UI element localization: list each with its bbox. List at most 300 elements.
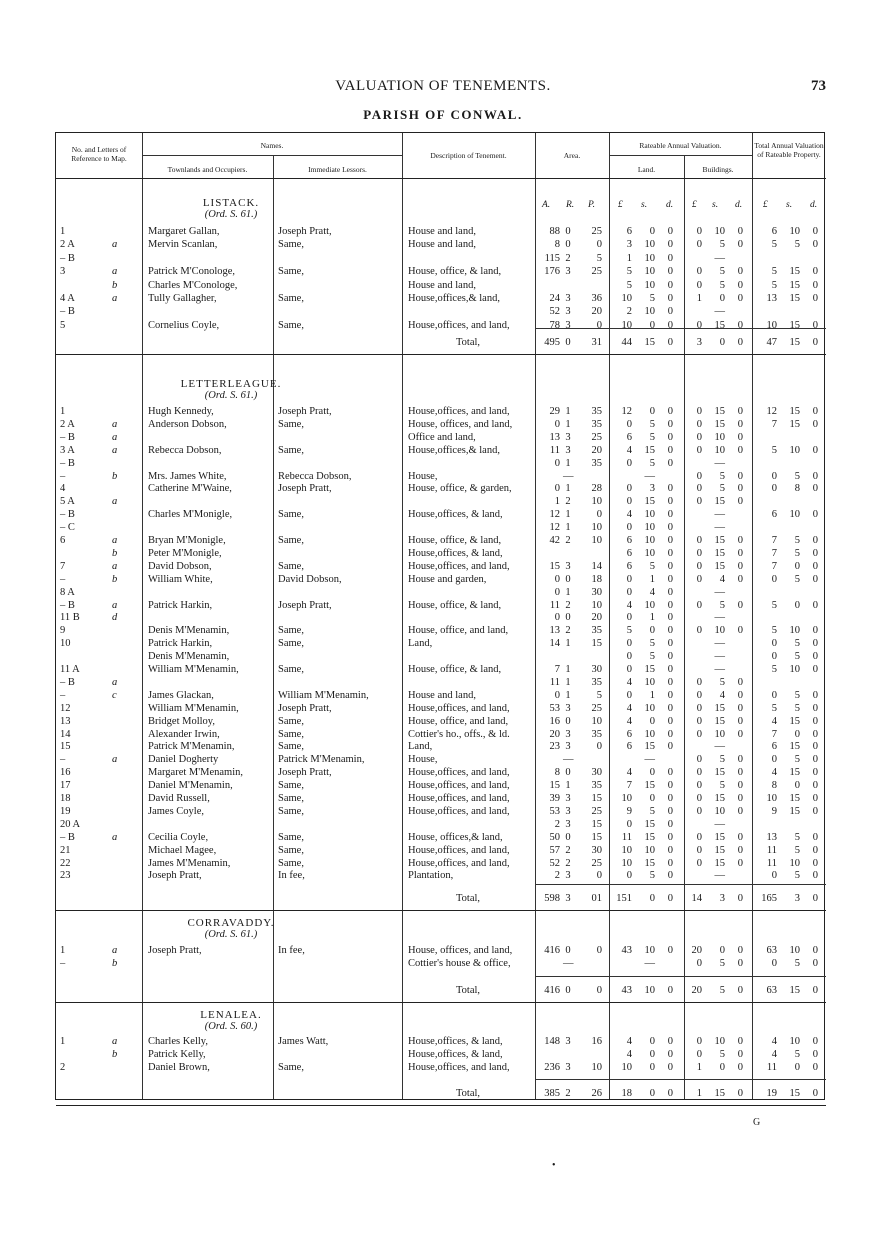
ordnance-sheet: (Ord. S. 61.) [204,929,258,940]
header-land: Land. [637,165,656,174]
cell-d1: 0 [667,496,673,508]
cell-occ: Bridget Molloy, [148,715,215,727]
cell-r: 0 [565,767,571,779]
cell-occ: Daniel Brown, [148,1062,210,1074]
cell-d3: 0 [812,793,818,804]
cell-s1: 0 [649,1062,655,1074]
cell-l1: 9 [626,805,632,817]
cell-ref: – [60,958,66,970]
table-row [56,831,826,844]
cell-ref: 1 [60,226,66,237]
cell-s3: 15 [789,805,800,817]
cell-les: Same, [278,293,304,304]
cell-s1: 1 [649,573,655,585]
cell-les: Same, [278,418,304,430]
cell-les: Joseph Pratt, [278,226,332,237]
cell-p: 25 [591,702,602,714]
cell-sub: b [112,547,118,559]
cell-l2: 0 [696,279,702,291]
cell-d2: 0 [737,805,743,817]
cell-occ: William M'Menamin, [148,702,239,714]
cell-d1: 0 [667,793,673,804]
cell-p: 10 [591,522,602,534]
cell-s3: 15 [789,767,800,779]
cell-les: Patrick M'Menamin, [278,754,365,766]
cell-a: 50 [549,831,560,843]
cell-r: 1 [565,418,571,430]
cell-s1: 10 [644,945,655,956]
cell-a: 8 [554,767,560,779]
cell-l3: 7 [771,535,777,546]
cell-d2: 0 [737,702,743,714]
unit-pence: d. [810,200,818,210]
cell-l3: 0 [771,754,777,766]
cell-desc: House, office, & garden, [408,483,512,495]
cell-a: 416 [544,945,560,956]
total-s2: 3 [719,893,725,904]
cell-d1: 0 [667,664,673,675]
cell-s3: 10 [789,945,800,956]
cell-l1: 0 [626,496,632,508]
cell-s1: 10 [644,239,655,251]
total-d2: 0 [737,1088,743,1099]
cell-s3: 5 [794,239,800,251]
cell-l1: 10 [621,857,632,869]
cell-p: 35 [591,418,602,430]
cell-p: 20 [591,612,602,624]
cell-ref: 14 [60,728,71,740]
cell-l2: 0 [696,1036,702,1047]
cell-s2: 5 [719,676,725,688]
cell-l3: 5 [771,625,777,637]
total-r: 0 [565,337,571,348]
cell-d1: 0 [667,535,673,546]
cell-d1: 0 [667,831,673,843]
cell-s1: 10 [644,252,655,264]
cell-d3: 0 [812,573,818,585]
total-label: Total, [456,337,481,348]
total-l3: 47 [766,337,777,348]
cell-d2: 0 [737,1049,743,1061]
cell-ref: 20 A [60,818,81,830]
cell-s3: 5 [794,470,800,482]
cell-l3: 7 [771,547,777,559]
header-rule [56,178,826,179]
cell-p: 25 [591,805,602,817]
cell-l2: 0 [696,470,702,482]
cell-desc: House and land, [408,226,476,237]
cell-d3: 0 [812,844,818,856]
cell-r: 0 [565,612,571,624]
cell-a: 0 [554,586,560,598]
cell-desc: House, office, & land, [408,266,502,278]
cell-s2: 10 [714,625,725,637]
cell-r: 3 [565,266,571,278]
cell-a: 8 [554,239,560,251]
cell-s2: 5 [719,754,725,766]
cell-desc: House,offices, and land, [408,767,510,779]
cell-d1: 0 [667,586,673,598]
cell-l1: 10 [621,1062,632,1074]
cell-p: 0 [596,870,602,882]
total-a: 495 [544,337,560,348]
cell-s1: 5 [649,651,655,663]
cell-les: Same, [278,664,304,675]
total-d1: 0 [667,1088,673,1099]
cell-a: 11 [549,444,560,456]
cell-s2: — [714,741,725,753]
cell-s2: 15 [714,535,725,546]
cell-s1: 10 [644,306,655,318]
cell-s2: — [714,306,725,318]
table-row [56,225,826,238]
cell-occ: Patrick Kelly, [148,1049,206,1061]
cell-p: 5 [596,252,602,264]
cell-ref: – B [60,457,75,469]
cell-d3: 0 [812,958,818,970]
cell-occ: James M'Menamin, [148,857,231,869]
cell-l2: 0 [696,676,702,688]
cell-s1: 0 [649,1049,655,1061]
cell-ref: 7 [60,560,66,572]
total-p: 0 [596,985,602,996]
total-l1: 151 [616,893,632,904]
total-l1: 43 [621,985,632,996]
table-row [56,599,826,612]
cell-s1: — [644,754,655,766]
cell-s2: 15 [714,319,725,331]
cell-a: 148 [544,1036,560,1047]
cell-r: 0 [565,831,571,843]
cell-desc: House,offices,& land, [408,444,500,456]
cell-s3: 15 [789,279,800,291]
table-row [56,1061,826,1074]
townland-heading [146,197,316,221]
total-s1: 0 [649,1088,655,1099]
cell-s3: 10 [789,664,800,675]
cell-l2: 0 [696,496,702,508]
cell-occ: Michael Magee, [148,844,217,856]
table-row [56,766,826,779]
townland-name: CORRAVADDY. [187,917,275,929]
cell-s3: 15 [789,406,800,417]
cell-occ: Daniel Dogherty [148,754,219,766]
cell-s1: 10 [644,509,655,521]
table-row [56,1048,826,1061]
cell-occ: Catherine M'Waine, [148,483,232,495]
table-row [56,470,826,483]
total-d3: 0 [812,893,818,904]
cell-d1: 0 [667,226,673,237]
table-row [56,279,826,292]
cell-occ: William M'Menamin, [148,664,239,675]
parish-title: PARISH OF CONWAL. [363,107,523,122]
cell-ref: 23 [60,870,71,882]
total-d1: 0 [667,337,673,348]
cell-d2: 0 [737,754,743,766]
cell-s1: 10 [644,522,655,534]
cell-l3: 0 [771,958,777,970]
cell-a: 13 [549,431,560,443]
cell-l3: 4 [771,1049,777,1061]
cell-l3: 4 [771,715,777,727]
cell-ref: 1 [60,945,66,956]
cell-s1: 0 [649,625,655,637]
total-d3: 0 [812,985,818,996]
cell-p: 0 [596,509,602,521]
cell-l2: 0 [696,431,702,443]
cell-l3: 7 [771,728,777,740]
cell-sub: a [112,831,118,843]
cell-s3: 10 [789,1036,800,1047]
cell-r: 3 [565,1062,571,1074]
cell-s2: 4 [719,573,725,585]
cell-les: Same, [278,715,304,727]
cell-d3: 0 [812,945,818,956]
cell-a: 0 [554,689,560,701]
cell-d1: 0 [667,715,673,727]
cell-l1: 2 [626,306,632,318]
total-label: Total, [456,893,481,904]
cell-s3: 5 [794,651,800,663]
cell-s2: 15 [714,831,725,843]
cell-r: 1 [565,586,571,598]
cell-s1: — [644,470,655,482]
cell-s2: 5 [719,780,725,792]
cell-ref: 22 [60,857,71,869]
total-d2: 0 [737,985,743,996]
unit-shillings: s. [712,200,719,210]
cell-d2: 0 [737,1036,743,1047]
cell-ref: – B [60,306,75,318]
cell-ref: – [60,470,66,482]
table-row [56,252,826,265]
cell-desc: House and garden, [408,573,487,585]
cell-s2: 15 [714,702,725,714]
cell-s2: — [714,522,725,534]
total-r: 0 [565,985,571,996]
cell-r: — [563,958,574,970]
cell-les: Same, [278,857,304,869]
total-rule [56,1105,826,1106]
cell-sub: a [112,444,118,456]
cell-s2: 4 [719,689,725,701]
cell-sub: a [112,535,118,546]
total-l3: 63 [766,985,777,996]
cell-p: 35 [591,457,602,469]
cell-d3: 0 [812,279,818,291]
total-p: 26 [591,1088,602,1099]
cell-a: 53 [549,805,560,817]
table-row [56,663,826,676]
cell-p: 0 [596,319,602,331]
cell-s2: 10 [714,805,725,817]
total-rule [535,1079,826,1080]
cell-r: 3 [565,728,571,740]
cell-r: 1 [565,509,571,521]
total-s3: 15 [789,985,800,996]
cell-d2: 0 [737,599,743,611]
cell-desc: House,offices, and land, [408,702,510,714]
cell-s3: 5 [794,831,800,843]
cell-ref: 2 A [60,239,75,251]
cell-p: 30 [591,844,602,856]
cell-d1: 0 [667,560,673,572]
cell-s3: 8 [794,483,800,495]
cell-r: 0 [565,715,571,727]
cell-p: 30 [591,767,602,779]
cell-sub: a [112,431,118,443]
cell-ref: 1 [60,406,66,417]
cell-s3: 10 [789,857,800,869]
cell-d1: 0 [667,573,673,585]
cell-d3: 0 [812,831,818,843]
cell-a: 14 [549,638,560,650]
cell-r: 3 [565,306,571,318]
cell-d2: 0 [737,535,743,546]
total-s2: 5 [719,985,725,996]
cell-p: 0 [596,741,602,753]
table-row [56,869,826,882]
cell-sub: c [112,689,117,701]
cell-l1: 3 [626,239,632,251]
cell-d1: 0 [667,844,673,856]
cell-sub: a [112,293,118,304]
table-row [56,944,826,957]
cell-r: 0 [565,573,571,585]
cell-s2: 15 [714,406,725,417]
cell-s2: — [714,586,725,598]
cell-d1: 0 [667,1062,673,1074]
cell-s2: — [714,612,725,624]
cell-l1: 0 [626,651,632,663]
cell-s2: 5 [719,1049,725,1061]
table-row [56,715,826,728]
total-l3: 165 [761,893,777,904]
total-rule [56,910,826,911]
cell-les: Rebecca Dobson, [278,470,352,482]
cell-s3: 10 [789,226,800,237]
cell-l3: 0 [771,651,777,663]
cell-p: 35 [591,406,602,417]
cell-ref: 21 [60,844,71,856]
cell-l1: 6 [626,535,632,546]
cell-r: 3 [565,431,571,443]
table-row [56,689,826,702]
cell-l2: 0 [696,754,702,766]
cell-s1: 5 [649,293,655,304]
cell-s2: — [714,818,725,830]
cell-s1: 1 [649,689,655,701]
cell-r: 3 [565,560,571,572]
cell-desc: House,offices, and land, [408,1062,510,1074]
cell-s2: 15 [714,418,725,430]
cell-les: Joseph Pratt, [278,406,332,417]
cell-s2: 5 [719,470,725,482]
table-row [56,457,826,470]
cell-s3: 0 [794,560,800,572]
cell-s1: 10 [644,728,655,740]
cell-r: — [563,470,574,482]
cell-r: 1 [565,522,571,534]
cell-s3: 5 [794,573,800,585]
cell-a: 13 [549,625,560,637]
cell-s1: 5 [649,418,655,430]
cell-les: Same, [278,535,304,546]
cell-occ: Denis M'Menamin, [148,651,230,663]
cell-s3: 5 [794,702,800,714]
cell-d1: 0 [667,857,673,869]
cell-d2: 0 [737,767,743,779]
cell-ref: 1 [60,1036,66,1047]
cell-l3: 4 [771,767,777,779]
cell-d2: 0 [737,470,743,482]
cell-les: Same, [278,319,304,331]
cell-r: 1 [565,457,571,469]
total-s2: 15 [714,1088,725,1099]
cell-l2: 0 [696,625,702,637]
cell-l2: 0 [696,406,702,417]
cell-a: 12 [549,522,560,534]
cell-l3: 7 [771,418,777,430]
cell-les: Same, [278,625,304,637]
cell-sub: a [112,754,118,766]
cell-desc: Plantation, [408,870,454,882]
cell-sub: a [112,676,118,688]
cell-p: 36 [591,293,602,304]
cell-s3: 0 [794,780,800,792]
cell-d1: 0 [667,599,673,611]
cell-l3: 63 [766,945,777,956]
cell-l1: 0 [626,612,632,624]
cell-s1: 3 [649,483,655,495]
cell-ref: 11 B [60,612,80,624]
table-row [56,857,826,870]
cell-s2: 0 [719,293,725,304]
cell-l1: 43 [621,945,632,956]
header-area: Area. [563,151,581,160]
cell-desc: House,offices, and land, [408,780,510,792]
page-header [0,78,886,98]
cell-r: 3 [565,293,571,304]
cell-p: 35 [591,676,602,688]
cell-s3: 5 [794,844,800,856]
cell-occ: Mervin Scanlan, [148,239,218,251]
townland-name: LISTACK. [202,197,260,209]
cell-d2: 0 [737,831,743,843]
table-row [56,779,826,792]
ordnance-sheet: (Ord. S. 61.) [204,209,258,220]
cell-ref: 2 A [60,418,75,430]
cell-les: Same, [278,780,304,792]
cell-l3: 13 [766,293,777,304]
cell-p: 16 [591,1036,602,1047]
cell-s1: 10 [644,535,655,546]
cell-desc: House, office, and land, [408,625,509,637]
cell-r: 1 [565,689,571,701]
cell-occ: Cornelius Coyle, [148,319,220,331]
unit-shillings: s. [786,200,793,210]
total-a: 416 [544,985,560,996]
cell-l2: 0 [696,319,702,331]
cell-r: 2 [565,599,571,611]
cell-r: 3 [565,1036,571,1047]
cell-d1: 0 [667,509,673,521]
cell-d2: 0 [737,266,743,278]
cell-d3: 0 [812,1062,818,1074]
cell-ref: 4 [60,483,66,495]
cell-d3: 0 [812,715,818,727]
